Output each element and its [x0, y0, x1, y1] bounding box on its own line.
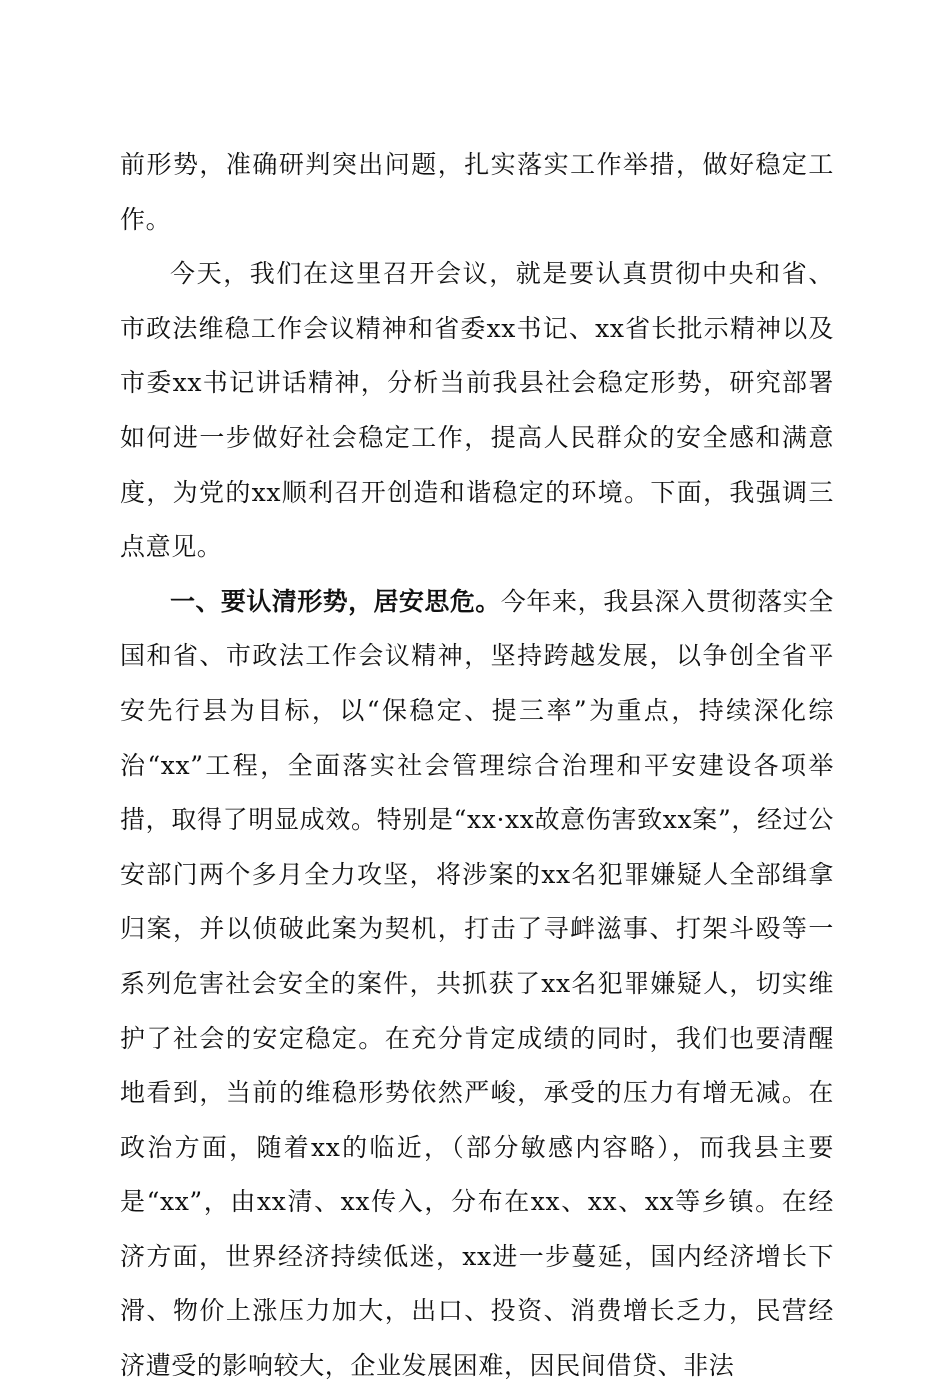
body-text	[120, 138, 834, 1394]
section-heading: 一、要认清形势，居安思危。	[170, 586, 501, 616]
paragraph-continuation: 前形势，准确研判突出问题，扎实落实工作举措，做好稳定工作。	[120, 150, 834, 234]
paragraph-section-one	[120, 575, 834, 1394]
paragraph-meeting-purpose: 今天，我们在这里召开会议，就是要认真贯彻中央和省、市政法维稳工作会议精神和省委xx书记、xx省长批示精神以及市委xx书记讲话精神，分析当前我县社会稳定形势，研究部署如何进一步做好社会稳定工作，提高人民群众的安全感和满意度，为党的xx顺利召开创造和谐稳定的环境。下面，我强调三点意见。	[120, 259, 834, 562]
section-body: 今年来，我县深入贯彻落实全国和省、市政法工作会议精神，坚持跨越发展，以争创全省平安先行县为目标，以“保稳定、提三率”为重点，持续深化综治“xx”工程，全面落实社会管理综合治理和平安建设各项举措，取得了明显成效。特别是“xx·xx故意伤害致xx案”，经过公安部门两个多月全力攻坚，将涉案的xx名犯罪嫌疑人全部缉拿归案，并以侦破此案为契机，打击了寻衅滋事、打架斗殴等一系列危害社会安全的案件，共抓获了xx名犯罪嫌疑人，切实维护了社会的安定稳定。在充分肯定成绩的同时，我们也要清醒地看到，当前的维稳形势依然严峻，承受的压力有增无减。在政治方面，随着xx的临近，（部分敏感内容略），而我县主要是“xx”，由xx清、xx传入，分布在xx、xx、xx等乡镇。在经济方面，世界经济持续低迷，xx进一步蔓延，国内经济增长下滑、物价上涨压力加大，出口、投资、消费增长乏力，民营经济遭受的影响较大，企业发展困难，因民间借贷、非法	[120, 586, 834, 1381]
